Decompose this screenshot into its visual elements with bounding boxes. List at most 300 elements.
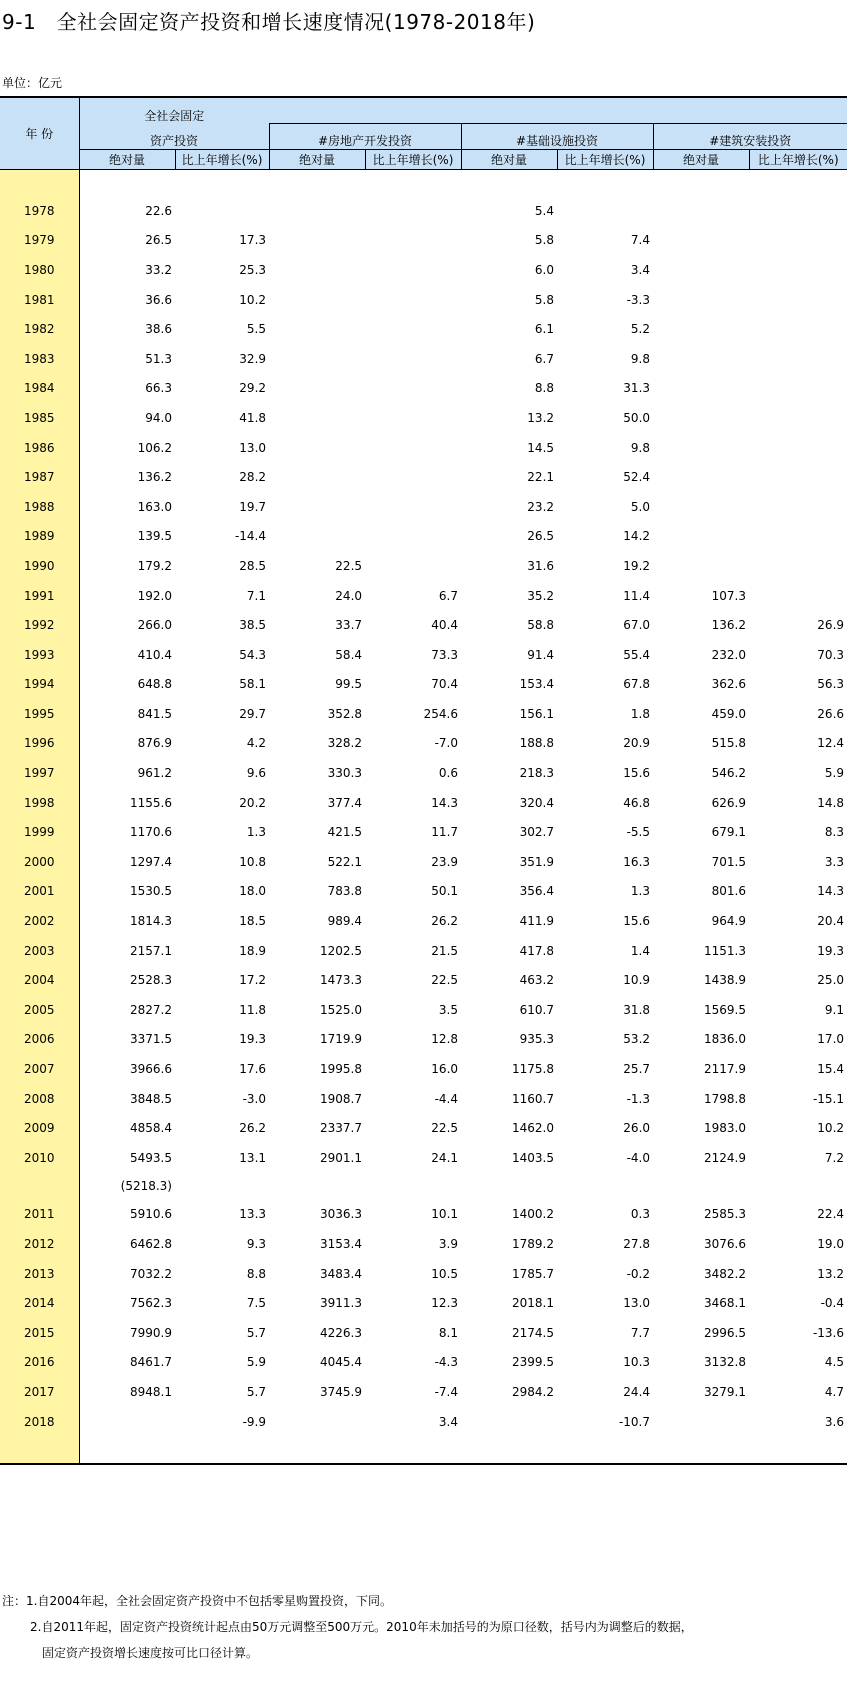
- abs-cell: 3482.2: [704, 1266, 747, 1281]
- abs-cell: 961.2: [79, 758, 175, 788]
- abs-cell: [653, 374, 749, 404]
- abs-cell: 5910.6: [79, 1200, 175, 1230]
- abs-cell: [461, 1173, 557, 1200]
- growth-cell: 10.1: [431, 1207, 459, 1222]
- table-row: [0, 788, 847, 818]
- abs-cell: 1983.0: [704, 1121, 747, 1136]
- abs-cell: 6.7: [534, 351, 555, 366]
- growth-cell: 12.4: [817, 736, 845, 751]
- growth-cell: 17.2: [239, 973, 267, 988]
- year-cell: 1980: [0, 255, 79, 285]
- abs-cell: 410.4: [79, 640, 175, 670]
- growth-cell: [557, 196, 653, 226]
- table-row: [0, 314, 847, 344]
- growth-cell: -4.4: [434, 1091, 459, 1106]
- abs-cell: 801.6: [711, 884, 747, 899]
- realestate-header: #房地产开发投资: [269, 124, 461, 150]
- table-row: [0, 196, 847, 226]
- abs-cell: 13.2: [527, 410, 555, 425]
- table-notes: [2, 1588, 693, 1666]
- abs-cell: [653, 1407, 749, 1437]
- abs-cell: [653, 492, 749, 522]
- total-abs-header: 绝对量: [79, 150, 175, 170]
- abs-cell: [269, 344, 365, 374]
- abs-cell: 1155.6: [79, 788, 175, 818]
- growth-cell: 54.3: [239, 647, 267, 662]
- growth-cell: 10.5: [431, 1266, 459, 1281]
- abs-cell: [269, 403, 365, 433]
- year-cell: 2011: [0, 1200, 79, 1230]
- abs-cell: 192.0: [79, 581, 175, 611]
- year-cell: 1985: [0, 403, 79, 433]
- abs-cell: 31.6: [527, 558, 555, 573]
- abs-cell: 51.3: [79, 344, 175, 374]
- growth-cell: 9.3: [246, 1236, 267, 1251]
- abs-cell: [653, 344, 749, 374]
- table-row: [0, 581, 847, 611]
- growth-cell: 26.2: [431, 914, 459, 929]
- growth-cell: 6.7: [438, 588, 459, 603]
- growth-cell: 70.3: [817, 647, 845, 662]
- abs-cell: 2157.1: [79, 936, 175, 966]
- growth-cell: -4.0: [626, 1150, 651, 1165]
- abs-cell: 107.3: [711, 588, 747, 603]
- abs-cell: 26.5: [79, 226, 175, 256]
- growth-cell: 10.8: [239, 854, 267, 869]
- growth-cell: [175, 1173, 269, 1200]
- abs-cell: 4045.4: [320, 1355, 363, 1370]
- table-row: [0, 1348, 847, 1378]
- growth-cell: -14.4: [234, 529, 267, 544]
- abs-cell: 22.1: [527, 470, 555, 485]
- abs-cell: [269, 314, 365, 344]
- table-row: [0, 699, 847, 729]
- growth-cell: 15.4: [817, 1062, 845, 1077]
- abs-cell: 8948.1: [79, 1377, 175, 1407]
- abs-cell: 1202.5: [320, 943, 363, 958]
- abs-cell: 328.2: [327, 736, 363, 751]
- note-2: 2.自2011年起，固定资产投资统计起点由50万元调整至500万元。2010年未加括号的为原口径数，括号内为调整后的数据，: [30, 1620, 693, 1634]
- infra-abs-header: 绝对量: [461, 150, 557, 170]
- abs-cell: 266.0: [79, 610, 175, 640]
- year-cell: 2010: [0, 1143, 79, 1173]
- abs-cell: 136.2: [79, 462, 175, 492]
- growth-cell: 7.7: [630, 1325, 651, 1340]
- growth-cell: 17.6: [239, 1062, 267, 1077]
- abs-cell: [269, 462, 365, 492]
- table-row: [0, 522, 847, 552]
- abs-cell: 5493.5: [79, 1143, 175, 1173]
- growth-cell: 1.8: [630, 706, 651, 721]
- abs-cell: 1160.7: [512, 1091, 555, 1106]
- growth-cell: 3.4: [630, 262, 651, 277]
- abs-cell: [653, 551, 749, 581]
- growth-cell: 19.3: [817, 943, 845, 958]
- growth-cell: [365, 226, 461, 256]
- abs-cell: [653, 462, 749, 492]
- growth-cell: 0.6: [438, 766, 459, 781]
- unit-label: 单位：亿元: [2, 76, 63, 90]
- year-cell: 2006: [0, 1025, 79, 1055]
- abs-cell: 218.3: [519, 766, 555, 781]
- year-cell: 2003: [0, 936, 79, 966]
- abs-cell: 139.5: [79, 522, 175, 552]
- year-cell: 1999: [0, 817, 79, 847]
- growth-cell: 70.4: [431, 677, 459, 692]
- abs-cell: 362.6: [711, 677, 747, 692]
- growth-cell: 11.7: [431, 825, 459, 840]
- abs-cell: 7032.2: [79, 1259, 175, 1289]
- abs-cell: 5.4: [534, 203, 555, 218]
- year-cell: 2005: [0, 995, 79, 1025]
- growth-cell: 12.3: [431, 1296, 459, 1311]
- growth-cell: 14.3: [431, 795, 459, 810]
- abs-cell: 6.1: [534, 322, 555, 337]
- year-cell: 1992: [0, 610, 79, 640]
- year-cell: 1993: [0, 640, 79, 670]
- growth-cell: 50.0: [623, 410, 651, 425]
- page-title: 9-1 全社会固定资产投资和增长速度情况(1978-2018年): [2, 10, 536, 34]
- abs-cell: 38.6: [79, 314, 175, 344]
- abs-cell: 546.2: [711, 766, 747, 781]
- growth-cell: 46.8: [623, 795, 651, 810]
- growth-cell: -3.0: [242, 1091, 267, 1106]
- growth-cell: 19.0: [817, 1236, 845, 1251]
- infra-growth-header: 比上年增长(%): [557, 150, 653, 170]
- abs-cell: 3076.6: [704, 1236, 747, 1251]
- abs-cell: 2124.9: [704, 1150, 747, 1165]
- growth-cell: 16.3: [623, 854, 651, 869]
- table-row-adjusted: [0, 1173, 847, 1200]
- growth-cell: 5.5: [246, 322, 267, 337]
- abs-cell: 876.9: [79, 729, 175, 759]
- growth-cell: 3.9: [438, 1236, 459, 1251]
- year-cell: 2012: [0, 1229, 79, 1259]
- construction-header: #建筑安装投资: [653, 124, 847, 150]
- abs-cell: 136.2: [711, 618, 747, 633]
- growth-cell: -5.5: [626, 825, 651, 840]
- infrastructure-header: #基础设施投资: [461, 124, 653, 150]
- abs-cell: [653, 285, 749, 315]
- abs-cell: 5.8: [534, 292, 555, 307]
- table-row: [0, 433, 847, 463]
- abs-cell: 783.8: [327, 884, 363, 899]
- table-row: [0, 1229, 847, 1259]
- statistics-table-container: [0, 96, 847, 1465]
- table-row: [0, 551, 847, 581]
- table-row: [0, 344, 847, 374]
- abs-cell: 421.5: [327, 825, 363, 840]
- growth-cell: [749, 462, 847, 492]
- table-row: [0, 1025, 847, 1055]
- abs-cell: 1438.9: [704, 973, 747, 988]
- year-cell: 2007: [0, 1054, 79, 1084]
- year-cell: 1986: [0, 433, 79, 463]
- growth-cell: -0.4: [820, 1296, 845, 1311]
- abs-cell: 3483.4: [320, 1266, 363, 1281]
- growth-cell: [365, 492, 461, 522]
- abs-cell: 24.0: [335, 588, 363, 603]
- growth-cell: 24.4: [623, 1384, 651, 1399]
- year-cell: 2002: [0, 906, 79, 936]
- growth-cell: 9.8: [630, 440, 651, 455]
- abs-cell: 1175.8: [512, 1062, 555, 1077]
- growth-cell: 40.4: [431, 618, 459, 633]
- note-1: 注：1.自2004年起，全社会固定资产投资中不包括零星购置投资，下同。: [2, 1594, 392, 1608]
- table-row: [0, 1377, 847, 1407]
- table-row: [0, 1054, 847, 1084]
- year-cell: 2004: [0, 965, 79, 995]
- growth-cell: 15.6: [623, 914, 651, 929]
- abs-cell: [269, 522, 365, 552]
- abs-cell: 2585.3: [704, 1207, 747, 1222]
- growth-cell: 13.2: [817, 1266, 845, 1281]
- growth-cell: [749, 374, 847, 404]
- abs-cell: 1530.5: [79, 877, 175, 907]
- table-row: [0, 965, 847, 995]
- growth-cell: 5.9: [824, 766, 845, 781]
- growth-cell: -7.0: [434, 736, 459, 751]
- abs-cell: 1400.2: [512, 1207, 555, 1222]
- growth-cell: 22.4: [817, 1207, 845, 1222]
- growth-cell: [749, 344, 847, 374]
- abs-cell: 679.1: [711, 825, 747, 840]
- abs-cell: 320.4: [519, 795, 555, 810]
- abs-cell: 522.1: [327, 854, 363, 869]
- growth-cell: 67.8: [623, 677, 651, 692]
- table-row: [0, 1407, 847, 1437]
- table-row: [0, 729, 847, 759]
- abs-cell: 1814.3: [79, 906, 175, 936]
- growth-cell: 4.7: [824, 1384, 845, 1399]
- growth-cell: 26.9: [817, 618, 845, 633]
- abs-cell: 989.4: [327, 914, 363, 929]
- growth-cell: 3.6: [824, 1414, 845, 1429]
- abs-cell: 1151.3: [704, 943, 747, 958]
- growth-cell: 19.3: [239, 1032, 267, 1047]
- growth-cell: [365, 344, 461, 374]
- abs-cell: 23.2: [527, 499, 555, 514]
- growth-cell: -15.1: [812, 1091, 845, 1106]
- abs-cell: 2996.5: [704, 1325, 747, 1340]
- abs-cell: 3036.3: [320, 1207, 363, 1222]
- growth-cell: 31.8: [623, 1002, 651, 1017]
- abs-cell: 8.8: [534, 381, 555, 396]
- year-cell: 1984: [0, 374, 79, 404]
- abs-cell: [653, 403, 749, 433]
- abs-cell: 2117.9: [704, 1062, 747, 1077]
- growth-cell: 41.8: [239, 410, 267, 425]
- growth-cell: [365, 403, 461, 433]
- growth-cell: [749, 551, 847, 581]
- growth-cell: [749, 226, 847, 256]
- abs-cell: [79, 1407, 175, 1437]
- growth-cell: -3.3: [626, 292, 651, 307]
- growth-cell: [365, 433, 461, 463]
- table-row: [0, 1113, 847, 1143]
- growth-cell: 0.3: [630, 1207, 651, 1222]
- growth-cell: -0.2: [626, 1266, 651, 1281]
- abs-cell: 1569.5: [704, 1002, 747, 1017]
- abs-cell: [653, 226, 749, 256]
- growth-cell: 55.4: [623, 647, 651, 662]
- table-row: [0, 610, 847, 640]
- abs-cell: 1525.0: [320, 1002, 363, 1017]
- abs-cell: 14.5: [527, 440, 555, 455]
- growth-cell: 7.4: [630, 233, 651, 248]
- total-investment-header-line2: 资产投资: [79, 124, 269, 150]
- growth-cell: 24.1: [431, 1150, 459, 1165]
- growth-cell: [365, 551, 461, 581]
- growth-cell: 11.8: [239, 1002, 267, 1017]
- growth-cell: 9.1: [824, 1002, 845, 1017]
- abs-cell: 5.8: [534, 233, 555, 248]
- growth-cell: 22.5: [431, 1121, 459, 1136]
- abs-cell: 377.4: [327, 795, 363, 810]
- growth-cell: 13.1: [239, 1150, 267, 1165]
- growth-cell: 27.8: [623, 1236, 651, 1251]
- growth-cell: 5.9: [246, 1355, 267, 1370]
- growth-cell: 19.2: [623, 558, 651, 573]
- growth-cell: [365, 462, 461, 492]
- abs-cell: 91.4: [527, 647, 555, 662]
- realestate-growth-header: 比上年增长(%): [365, 150, 461, 170]
- abs-cell: 36.6: [79, 285, 175, 315]
- abs-cell: 1473.3: [320, 973, 363, 988]
- growth-cell: [365, 196, 461, 226]
- abs-cell: [269, 1407, 365, 1437]
- growth-cell: 20.2: [239, 795, 267, 810]
- growth-cell: 4.5: [824, 1355, 845, 1370]
- abs-cell: [653, 196, 749, 226]
- abs-cell: 351.9: [519, 854, 555, 869]
- year-cell: 2000: [0, 847, 79, 877]
- growth-cell: -1.3: [626, 1091, 651, 1106]
- growth-cell: 4.2: [246, 736, 267, 751]
- growth-cell: 10.3: [623, 1355, 651, 1370]
- abs-cell: 1403.5: [512, 1150, 555, 1165]
- growth-cell: [749, 492, 847, 522]
- abs-cell: 6462.8: [79, 1229, 175, 1259]
- abs-cell: [653, 255, 749, 285]
- abs-cell: 841.5: [79, 699, 175, 729]
- abs-cell: 463.2: [519, 973, 555, 988]
- growth-cell: 8.3: [824, 825, 845, 840]
- growth-cell: 10.2: [239, 292, 267, 307]
- abs-cell: 964.9: [711, 914, 747, 929]
- year-cell: 1981: [0, 285, 79, 315]
- abs-cell: 459.0: [711, 706, 747, 721]
- abs-cell: 232.0: [711, 647, 747, 662]
- growth-cell: [749, 314, 847, 344]
- growth-cell: 7.2: [824, 1150, 845, 1165]
- table-row: [0, 1084, 847, 1114]
- growth-cell: 14.2: [623, 529, 651, 544]
- table-row: [0, 877, 847, 907]
- abs-cell: 3132.8: [704, 1355, 747, 1370]
- growth-cell: 52.4: [623, 470, 651, 485]
- growth-cell: 5.0: [630, 499, 651, 514]
- abs-cell: 58.4: [335, 647, 363, 662]
- abs-cell: 302.7: [519, 825, 555, 840]
- growth-cell: 17.3: [239, 233, 267, 248]
- year-cell: 2014: [0, 1288, 79, 1318]
- abs-cell: 163.0: [79, 492, 175, 522]
- abs-cell: 2984.2: [512, 1384, 555, 1399]
- growth-cell: 8.8: [246, 1266, 267, 1281]
- abs-cell: 1785.7: [512, 1266, 555, 1281]
- year-cell: 1991: [0, 581, 79, 611]
- growth-cell: 1.4: [630, 943, 651, 958]
- abs-cell: 515.8: [711, 736, 747, 751]
- abs-cell: 3966.6: [79, 1054, 175, 1084]
- abs-cell: [269, 196, 365, 226]
- growth-cell: 32.9: [239, 351, 267, 366]
- abs-cell: 352.8: [327, 706, 363, 721]
- abs-cell: 3745.9: [320, 1384, 363, 1399]
- growth-cell: [175, 196, 269, 226]
- abs-cell: [269, 492, 365, 522]
- growth-cell: [365, 285, 461, 315]
- growth-cell: 73.3: [431, 647, 459, 662]
- growth-cell: 53.2: [623, 1032, 651, 1047]
- abs-cell: 417.8: [519, 943, 555, 958]
- growth-cell: 26.2: [239, 1121, 267, 1136]
- growth-cell: -9.9: [242, 1414, 267, 1429]
- growth-cell: 14.8: [817, 795, 845, 810]
- abs-cell: 26.5: [527, 529, 555, 544]
- abs-cell: 1789.2: [512, 1236, 555, 1251]
- abs-cell: [653, 314, 749, 344]
- table-row: [0, 670, 847, 700]
- year-cell: 1998: [0, 788, 79, 818]
- growth-cell: [749, 581, 847, 611]
- abs-cell: 156.1: [519, 706, 555, 721]
- header-top-band: [269, 97, 847, 124]
- growth-cell: 3.4: [438, 1414, 459, 1429]
- abs-cell: 1798.8: [704, 1091, 747, 1106]
- abs-cell: [653, 1173, 749, 1200]
- growth-cell: [749, 255, 847, 285]
- abs-cell: 1297.4: [79, 847, 175, 877]
- growth-cell: 23.9: [431, 854, 459, 869]
- table-row: [0, 285, 847, 315]
- abs-cell: 6.0: [534, 262, 555, 277]
- construction-abs-header: 绝对量: [653, 150, 749, 170]
- table-spacer-row: [0, 170, 847, 197]
- table-row: [0, 1288, 847, 1318]
- abs-cell: 8461.7: [79, 1348, 175, 1378]
- abs-cell: 58.8: [527, 618, 555, 633]
- abs-cell: 3279.1: [704, 1384, 747, 1399]
- growth-cell: 13.0: [623, 1296, 651, 1311]
- abs-cell: 356.4: [519, 884, 555, 899]
- growth-cell: -10.7: [618, 1414, 651, 1429]
- abs-cell: 3911.3: [320, 1296, 363, 1311]
- abs-cell: 1908.7: [320, 1091, 363, 1106]
- abs-cell: 179.2: [79, 551, 175, 581]
- table-end-row: [0, 1436, 847, 1464]
- year-cell: 2001: [0, 877, 79, 907]
- growth-cell: 5.2: [630, 322, 651, 337]
- growth-cell: 16.0: [431, 1062, 459, 1077]
- year-cell: 2013: [0, 1259, 79, 1289]
- growth-cell: [365, 255, 461, 285]
- abs-cell: 4858.4: [79, 1113, 175, 1143]
- growth-cell: 29.2: [239, 381, 267, 396]
- growth-cell: 5.7: [246, 1325, 267, 1340]
- growth-cell: 18.5: [239, 914, 267, 929]
